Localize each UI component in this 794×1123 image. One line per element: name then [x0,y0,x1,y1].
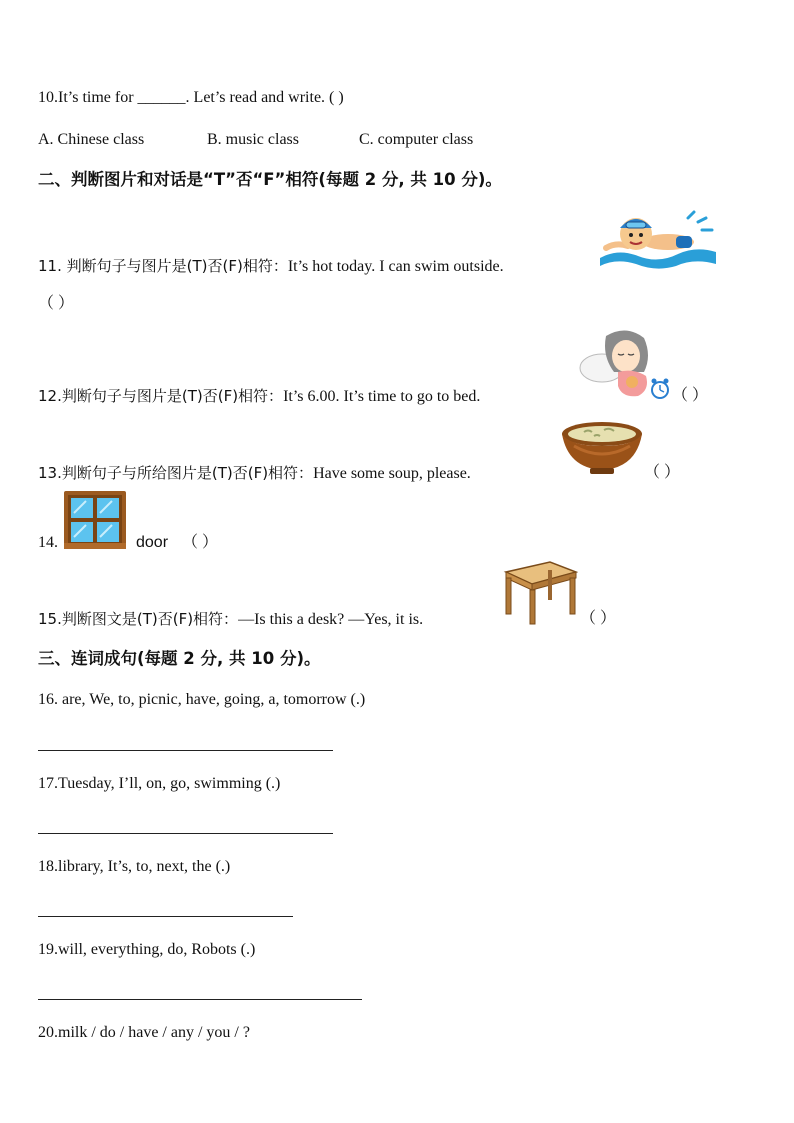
q15-prefix: 15.判断图文是(T)否(F)相符： [38,610,239,628]
q10-option-b[interactable]: B. music class [207,131,299,148]
section-2-heading: 二、判断图片和对话是“T”否“F”相符(每题 2 分, 共 10 分)。 [38,170,502,189]
q18-answer-line[interactable] [38,916,293,917]
q10-stem: 10.It’s time for ______. Let’s read and write. ( ) [38,89,344,106]
q20-words: 20.milk / do / have / any / you / ? [38,1024,250,1041]
q17-answer-line[interactable] [38,833,333,834]
q19-answer-line[interactable] [38,999,362,1000]
q12-answer-paren[interactable]: （ ） [672,387,709,404]
q10-option-c[interactable]: C. computer class [359,131,474,148]
swimmer-image [598,208,718,270]
q12-sentence: It’s 6.00. It’s time to go to bed. [283,388,481,405]
q13-line [38,463,471,484]
section-3-heading: 三、连词成句(每题 2 分, 共 10 分)。 [38,649,321,668]
q17-words: 17.Tuesday, I’ll, on, go, swimming (.) [38,775,281,792]
q11-answer-paren[interactable]: （ ） [38,295,75,312]
q11-sentence: It’s hot today. I can swim outside. [287,258,504,275]
q15-line [38,609,423,630]
soup-bowl-image [560,416,644,478]
q10-option-a[interactable]: A. Chinese class [38,131,145,148]
q18-words: 18.library, It’s, to, next, the (.) [38,858,231,875]
q13-answer-paren[interactable]: （ ） [644,464,681,481]
table-image [500,560,578,626]
q12-prefix: 12.判断句子与图片是(T)否(F)相符： [38,387,284,405]
q12-line [38,386,480,407]
q15-sentence: —Is this a desk? —Yes, it is. [238,611,424,628]
window-image [64,491,126,549]
q11-line [38,256,504,277]
q15-answer-paren[interactable]: （ ） [580,610,617,627]
sleeping-girl-image [578,326,674,402]
q19-words: 19.will, everything, do, Robots (.) [38,941,256,958]
q11-prefix: 11. 判断句子与图片是(T)否(F)相符： [38,257,288,275]
q14-word: door [136,534,169,551]
q14-answer-paren[interactable]: （ ） [182,534,219,551]
q13-sentence: Have some soup, please. [313,465,471,482]
q16-words: 16. are, We, to, picnic, have, going, a, tomorrow (.) [38,691,366,708]
q13-prefix: 13.判断句子与所给图片是(T)否(F)相符： [38,464,314,482]
q14-number: 14. [38,534,58,551]
q16-answer-line[interactable] [38,750,333,751]
